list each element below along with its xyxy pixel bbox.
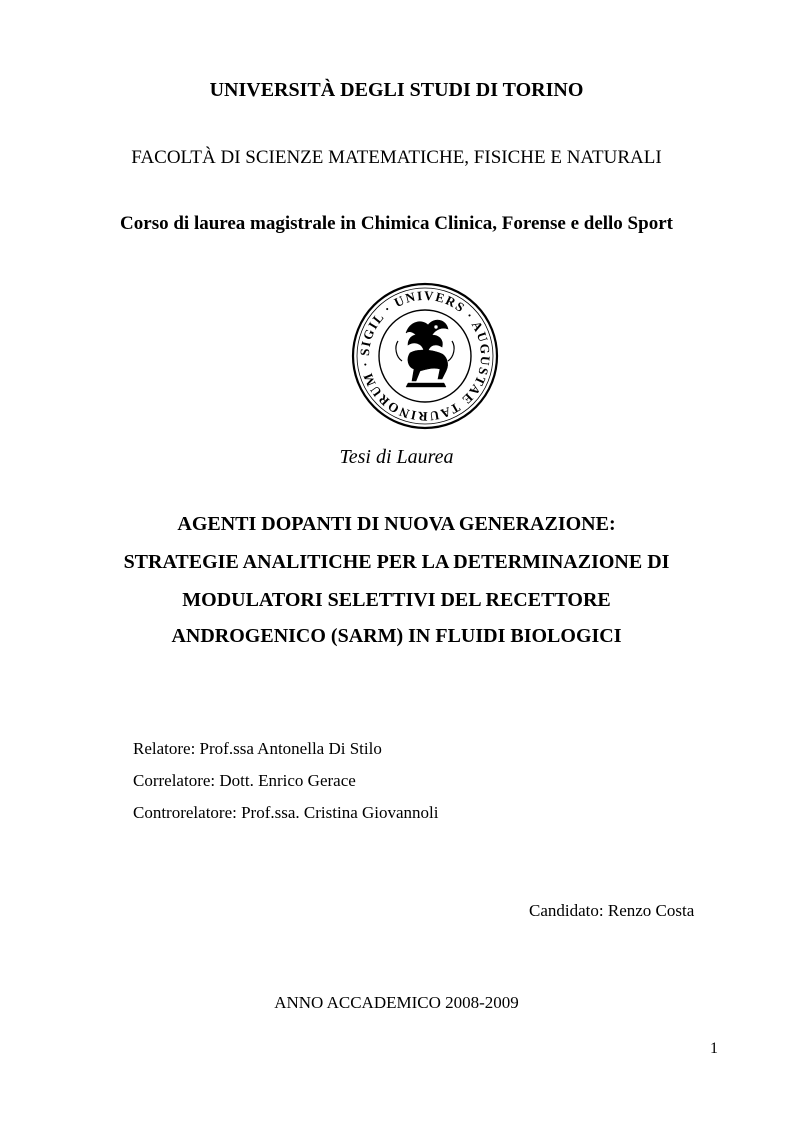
relatore: Relatore: Prof.ssa Antonella Di Stilo [133, 739, 382, 758]
page-number: 1 [710, 1040, 718, 1057]
university-name: UNIVERSITÀ DEGLI STUDI DI TORINO [209, 79, 584, 101]
thesis-type: Tesi di Laurea [339, 446, 454, 468]
thesis-title-line: ANDROGENICO (SARM) IN FLUIDI BIOLOGICI [171, 625, 622, 647]
thesis-title-line: MODULATORI SELETTIVI DEL RECETTORE [182, 589, 611, 611]
candidate: Candidato: Renzo Costa [529, 901, 695, 920]
academic-year: ANNO ACCADEMICO 2008-2009 [274, 993, 519, 1012]
thesis-title-line: AGENTI DOPANTI DI NUOVA GENERAZIONE: [177, 513, 616, 535]
course-name: Corso di laurea magistrale in Chimica Clinica, Forense e dello Sport [120, 213, 673, 234]
controrelatore: Controrelatore: Prof.ssa. Cristina Giovannoli [133, 803, 439, 822]
faculty-name: FACOLTÀ DI SCIENZE MATEMATICHE, FISICHE E NATURALI [131, 147, 662, 168]
correlatore: Correlatore: Dott. Enrico Gerace [133, 771, 356, 790]
thesis-title-line: STRATEGIE ANALITICHE PER LA DETERMINAZIONE DI [123, 551, 670, 573]
university-seal-icon [350, 281, 500, 431]
seal-motto: SIGIL · UNIVERS · AUGUSTAE TAURINORUM · [356, 287, 494, 425]
